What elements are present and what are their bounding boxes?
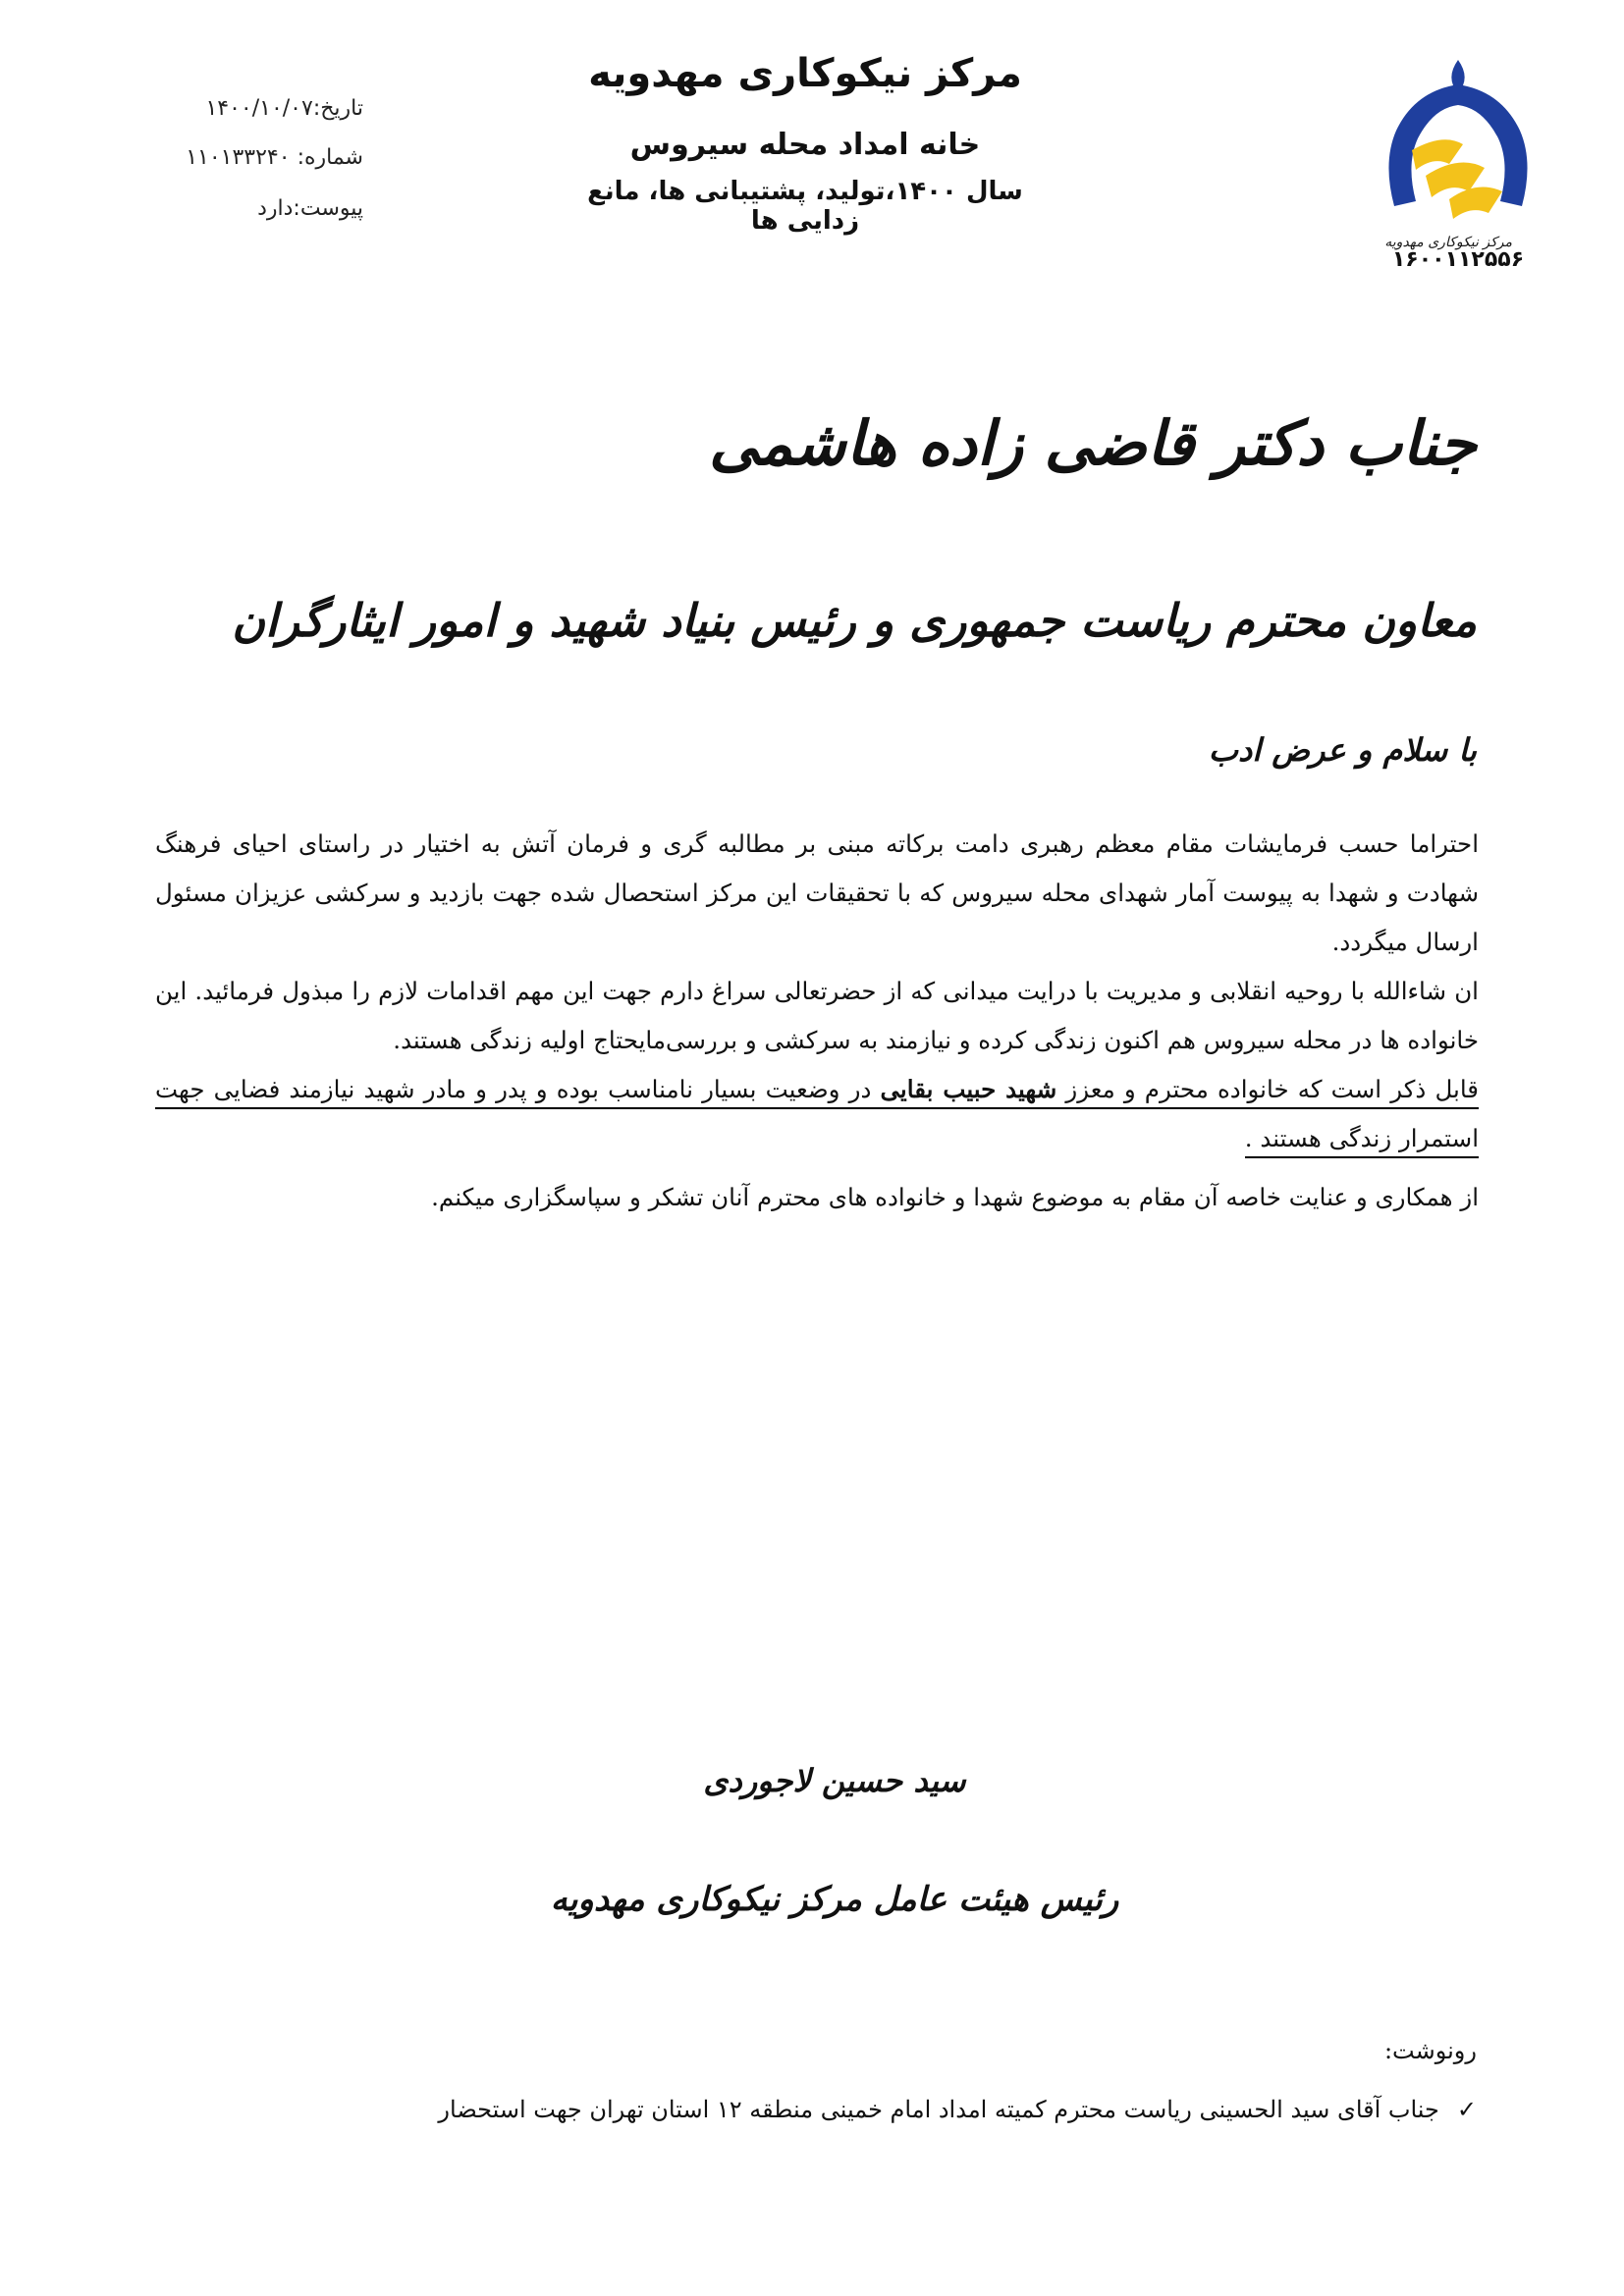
greeting-line: با سلام و عرض ادب <box>1208 731 1477 769</box>
organization-subtitle: خانه امداد محله سیروس <box>629 128 981 162</box>
paragraph-request: ان شاءالله با روحیه انقلابی و مدیریت با درایت میدانی که از حضرتعالی سراغ دارم جهت این مهم اقدامات لازم را مبذول فرمائید. این خانواده ها در محله سیروس هم اکنون زندگی کرده و نیازمند به سرکشی و بررسی‌مایحتاج اولیه زندگی هستند. <box>155 977 1479 1054</box>
mosque-dome-logo-icon <box>1355 54 1561 250</box>
cc-recipient-text: جناب آقای سید الحسینی ریاست محترم کمیته امداد امام خمینی منطقه ۱۲ استان تهران جهت استحضار <box>438 2096 1439 2123</box>
logo-phone-number: ۱۶۰۰۱۱۲۵۵۶ <box>1391 247 1525 272</box>
checkmark-icon: ✓ <box>1456 2096 1477 2123</box>
cc-list-item <box>438 2096 1477 2123</box>
logo-caption: مرکز نیکوکاری مهدویه <box>1384 235 1512 250</box>
year-motto: سال ۱۴۰۰،تولید، پشتیبانی ها، مانع زدایی ها <box>587 177 1023 236</box>
paragraph-intro: احتراما حسب فرمایشات مقام معظم رهبری دامت برکاته مبنی بر مطالبه گری و فرمان آتش به اختیار در راستای احیای فرهنگ شهادت و شهدا به پیوست آمار شهدای محله سیروس که با تحقیقات این مرکز استحصال شده جهت بازدید و سرکشی عزیزان مسئول ارسال میگردد. <box>155 829 1479 956</box>
signatory-title: رئیس هیئت عامل مرکز نیکوکاری مهدویه <box>550 1880 1119 1919</box>
martyr-text-after: در وضعیت بسیار نامناسب بوده و پدر و مادر شهید نیازمند فضایی جهت استمرار زندگی هستند . <box>155 1075 1479 1152</box>
signatory-name: سید حسین لاجوردی <box>703 1762 966 1799</box>
cc-label: رونوشت: <box>1383 2037 1477 2064</box>
paragraph-closing: از همکاری و عنایت خاصه آن مقام به موضوع شهدا و خانواده های محترم آنان تشکر و سپاسگزاری میکنم. <box>431 1183 1479 1211</box>
organization-name: مرکز نیکوکاری مهدویه <box>588 51 1022 96</box>
martyr-text-before: قابل ذکر است که خانواده محترم و معزز <box>1056 1075 1479 1103</box>
letter-date: تاریخ:۱۴۰۰/۱۰/۰۷ <box>205 96 363 121</box>
recipient-title: معاون محترم ریاست جمهوری و رئیس بنیاد شهید و امور ایثارگران <box>232 594 1477 647</box>
salutation-heading: جناب دکتر قاضی زاده هاشمی <box>709 407 1477 479</box>
paragraph-martyr-family <box>155 1065 1479 1163</box>
martyr-name: شهید حبیب بقایی <box>880 1075 1057 1103</box>
letter-attachment: پیوست:دارد <box>257 196 363 221</box>
letter-number: شماره: ۱۱۰۱۳۳۲۴۰ <box>186 145 363 170</box>
letter-body <box>155 820 1479 1222</box>
